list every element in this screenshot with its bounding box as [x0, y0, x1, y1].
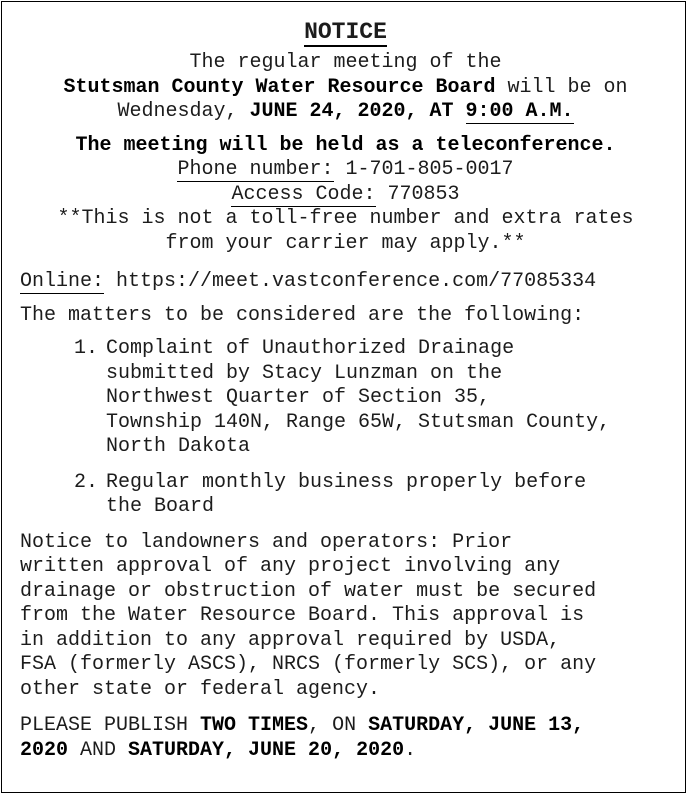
- intro-line-2: [20, 76, 671, 101]
- notice-box: [1, 1, 686, 793]
- list-item-number: 1.: [74, 337, 99, 360]
- list-item-line: Northwest Quarter of Section 35,: [106, 386, 491, 409]
- landowner-notice-line: in addition to any approval required by USDA,: [20, 628, 561, 652]
- online-label: Online:: [20, 270, 105, 293]
- phone-line: [20, 158, 671, 183]
- teleconference-heading: The meeting will be held as a teleconference.: [75, 133, 616, 157]
- list-item-line: Township 140N, Range 65W, Stutsman County,: [106, 410, 611, 434]
- list-item-number: 2.: [74, 470, 99, 494]
- intro-line-2-suffix: will be on: [495, 75, 628, 99]
- publish-line-1: [20, 714, 671, 739]
- phone-label: Phone number:: [177, 158, 334, 181]
- meeting-time: 9:00 A.M.: [465, 100, 574, 123]
- landowner-notice-line: written approval of any project involving any: [20, 555, 561, 578]
- landowner-notice: [20, 531, 671, 703]
- list-item-line: Regular monthly business properly before: [106, 470, 587, 494]
- publish-on: , ON: [308, 714, 369, 737]
- meeting-weekday: Wednesday,: [117, 100, 250, 123]
- intro-line-1: The regular meeting of the: [189, 51, 502, 74]
- publish-date-1-year: 2020: [20, 738, 69, 762]
- meeting-date: JUNE 24, 2020, AT: [249, 100, 466, 123]
- access-code-label: Access Code:: [231, 182, 376, 206]
- board-name: Stutsman County Water Resource Board: [63, 75, 496, 99]
- publish-date-2: SATURDAY, JUNE 20, 2020: [128, 738, 405, 762]
- list-item-line: Complaint of Unauthorized Drainage: [106, 337, 515, 360]
- publish-instructions: [20, 714, 671, 763]
- online-url: https://meet.vastconference.com/77085334: [104, 270, 597, 293]
- landowner-notice-line: FSA (formerly ASCS), NRCS (formerly SCS), or any: [20, 653, 597, 676]
- list-item-line: the Board: [106, 495, 215, 518]
- access-code-value: 770853: [375, 182, 460, 206]
- publish-prefix: PLEASE PUBLISH: [20, 714, 201, 737]
- toll-disclaimer-line-2: from your carrier may apply.**: [165, 231, 526, 255]
- access-line: [20, 183, 671, 208]
- list-item-line: submitted by Stacy Lunzman on the: [106, 361, 503, 385]
- publish-date-1: SATURDAY, JUNE 13,: [368, 714, 585, 737]
- notice-title: NOTICE: [304, 19, 387, 45]
- landowner-notice-line: from the Water Resource Board. This approval is: [20, 604, 585, 627]
- toll-disclaimer: [20, 207, 671, 256]
- landowner-notice-line: other state or federal agency.: [20, 677, 381, 701]
- matters-intro: The matters to be considered are the following:: [20, 303, 585, 327]
- landowner-notice-line: Notice to landowners and operators: Prior: [20, 530, 513, 554]
- intro-line-3: [20, 100, 671, 125]
- list-item-line: North Dakota: [106, 435, 251, 458]
- publish-and: AND: [68, 738, 129, 762]
- list-item: [20, 337, 671, 460]
- online-line: [20, 270, 671, 295]
- intro-block: [20, 51, 671, 125]
- matters-list: [20, 337, 671, 520]
- publish-end: .: [404, 738, 417, 762]
- phone-number: 1-701-805-0017: [333, 158, 514, 181]
- publish-times: TWO TIMES: [200, 714, 309, 737]
- toll-disclaimer-line-1: **This is not a toll-free number and extra rates: [57, 207, 634, 230]
- landowner-notice-line: drainage or obstruction of water must be secured: [20, 579, 597, 603]
- publish-line-2: [20, 739, 671, 764]
- list-item: [20, 471, 671, 520]
